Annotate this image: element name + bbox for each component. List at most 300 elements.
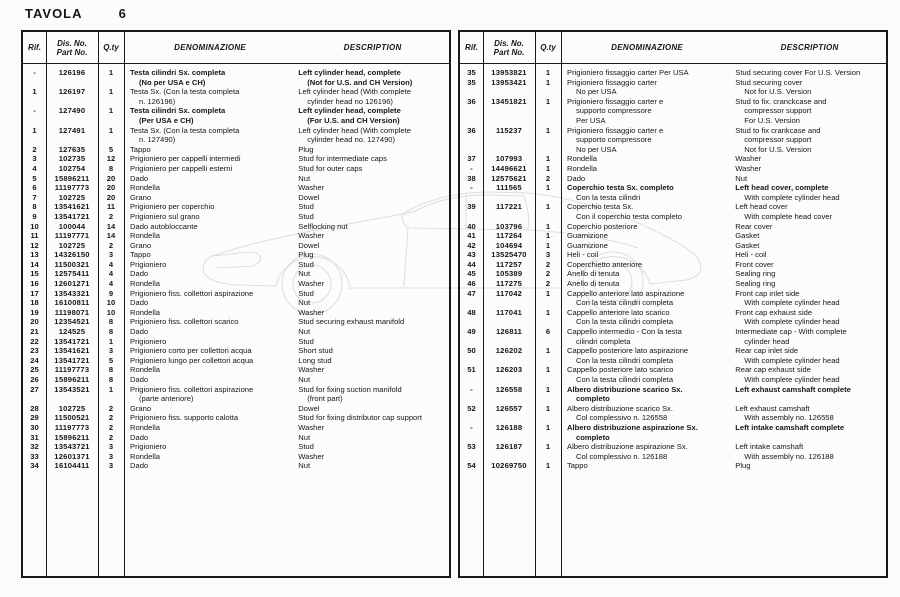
description-cell-line: Nut (298, 298, 311, 308)
denominazione-cell (561, 68, 733, 78)
part-number-cell: 104694 (495, 240, 523, 250)
denominazione-cell-line: Prigioniero per cappelli intermedi (130, 154, 241, 164)
ref-cell: 52 (467, 403, 476, 413)
text-cell (561, 461, 886, 471)
text-cell (124, 193, 449, 203)
denominazione-cell-line: Prigioniero corto per collettori acqua (130, 346, 252, 356)
denominazione-cell (561, 154, 733, 164)
denominazione-cell-line: Per USA (576, 115, 606, 125)
part-number-cell: 11197771 (54, 231, 90, 241)
part-number-cell: 13543321 (54, 288, 90, 298)
quantity-cell: 12 (106, 154, 116, 164)
ref-cell: 40 (467, 221, 476, 231)
quantity-cell: 20 (106, 183, 116, 193)
table-row (460, 241, 886, 251)
text-cell (124, 145, 449, 155)
description-cell (733, 250, 886, 260)
description-cell (296, 164, 449, 174)
part-number-cell: 11197773 (54, 422, 90, 432)
table-body (23, 64, 449, 471)
quantity-cell: 3 (108, 451, 114, 461)
denominazione-cell-line: Rondella (130, 422, 160, 432)
denominazione-cell-line: Prigioniero per cappelli esterni (130, 163, 233, 173)
part-number-cell: 16100811 (54, 298, 90, 308)
denominazione-cell (561, 423, 733, 442)
denominazione-cell (561, 289, 733, 308)
part-number-cell: 117042 (495, 288, 523, 298)
denominazione-cell-line: Coperchio testa Sx. completo (567, 183, 674, 193)
quantity-cell: 1 (108, 384, 114, 394)
ref-cell: 13 (30, 250, 39, 260)
denominazione-cell (124, 183, 296, 193)
ref-cell: 50 (467, 346, 476, 356)
text-cell (124, 222, 449, 232)
description-cell-line: Washer (735, 163, 762, 173)
denominazione-cell (124, 269, 296, 279)
description-cell-line: Stud to fix. cranckcase and (735, 96, 827, 106)
part-number-cell: 15896211 (54, 375, 90, 384)
part-number-cell: 126202 (495, 346, 523, 356)
table-row (23, 68, 449, 87)
description-cell (296, 298, 449, 308)
description-cell-line: Nut (298, 432, 311, 442)
table-header-row (23, 32, 449, 64)
denominazione-cell-line: Prigioniero fissaggio carter e (567, 96, 664, 106)
quantity-cell: 8 (108, 327, 114, 337)
ref-cell: 9 (32, 211, 37, 221)
denominazione-cell-line: Col complessivo n. 126188 (576, 451, 668, 461)
denominazione-cell (561, 174, 733, 184)
part-number-cell: 11500321 (54, 259, 90, 269)
denominazione-cell-line: Guarnizione (567, 240, 608, 250)
ref-cell: 39 (467, 202, 476, 212)
description-cell (296, 222, 449, 232)
table-row (460, 126, 886, 155)
part-number-cell: 126196 (58, 68, 86, 77)
text-cell (124, 68, 449, 87)
denominazione-cell-line: No per USA (576, 144, 617, 154)
part-number-cell: 117275 (495, 279, 523, 289)
description-cell-line: Sealing ring (735, 279, 776, 289)
table-row (460, 174, 886, 184)
header-description: DESCRIPTION (780, 43, 839, 52)
denominazione-cell-line: Prigioniero per coperchio (130, 202, 215, 212)
table-row (23, 289, 449, 299)
description-cell (733, 260, 886, 270)
quantity-cell: 1 (545, 461, 551, 471)
denominazione-cell (124, 154, 296, 164)
quantity-cell: 8 (108, 163, 114, 173)
text-cell (124, 452, 449, 462)
description-cell-line: Stud for fixing distributor cap support (298, 413, 422, 423)
column-divider (483, 32, 484, 576)
denominazione-cell (124, 250, 296, 260)
denominazione-cell (124, 68, 296, 87)
description-cell-line: Gasket (735, 231, 760, 241)
part-number-cell: 13541621 (54, 202, 90, 212)
ref-cell: 36 (467, 125, 476, 135)
description-cell (733, 423, 886, 442)
denominazione-cell-line: Testa Sx. (Con la testa completa (130, 125, 240, 135)
denominazione-cell-line: Prigioniero fissaggio carter (567, 77, 657, 87)
description-cell (733, 279, 886, 289)
column-divider (46, 32, 47, 576)
quantity-cell: 10 (106, 307, 116, 317)
denominazione-cell (561, 241, 733, 251)
denominazione-cell-line: Dado (130, 432, 149, 442)
table-row (460, 222, 886, 232)
description-cell (733, 183, 886, 202)
denominazione-cell-line: Testa Sx. (Con la testa completa (130, 87, 240, 97)
description-cell (296, 231, 449, 241)
quantity-cell: 1 (545, 240, 551, 250)
denominazione-cell (561, 279, 733, 289)
text-cell (124, 241, 449, 251)
description-cell (296, 461, 449, 471)
ref-cell: 6 (32, 183, 37, 193)
text-cell (124, 212, 449, 222)
text-cell (124, 308, 449, 318)
table-row (23, 106, 449, 125)
denominazione-cell (124, 433, 296, 443)
part-number-cell: 107993 (495, 154, 523, 164)
description-cell-line: Stud to fix crankcase and (735, 125, 821, 135)
part-number-cell: 11197773 (54, 365, 90, 375)
table-row (23, 452, 449, 462)
quantity-cell: 1 (545, 96, 551, 106)
description-cell-line: Sealing ring (735, 269, 776, 279)
part-number-cell: 102754 (58, 163, 86, 173)
description-cell (296, 145, 449, 155)
denominazione-cell (124, 87, 296, 106)
denominazione-cell (124, 164, 296, 174)
table-row (23, 423, 449, 433)
description-cell-line: Nut (298, 375, 311, 384)
description-cell (296, 193, 449, 203)
denominazione-cell-line: Albero distribuzione scarico Sx. (567, 384, 683, 394)
denominazione-cell-line: Prigioniero lungo per collettori acqua (130, 355, 254, 365)
description-cell (733, 68, 886, 78)
denominazione-cell (124, 174, 296, 184)
ref-cell: 3 (32, 154, 37, 164)
ref-cell: 19 (30, 307, 39, 317)
denominazione-cell (561, 126, 733, 155)
ref-cell: 32 (30, 442, 39, 452)
quantity-cell: 3 (108, 442, 114, 452)
denominazione-cell-line: Prigioniero fiss. collettori scarico (130, 317, 239, 327)
part-number-cell: 126557 (495, 403, 523, 413)
part-number-cell: 102725 (58, 240, 86, 250)
denominazione-cell-line: Rondella (567, 163, 597, 173)
description-cell-line: Stud (298, 288, 314, 298)
description-cell (296, 126, 449, 145)
header-part-no: Dis. No. Part No. (493, 38, 525, 57)
description-cell-line: Left cylinder head, complete (298, 68, 401, 77)
denominazione-cell (124, 423, 296, 433)
part-number-cell: 12601271 (54, 279, 90, 289)
table-row (23, 250, 449, 260)
denominazione-cell-line: Con la testa cilindri completa (576, 298, 674, 308)
table-row (23, 433, 449, 443)
description-cell (296, 423, 449, 433)
description-cell-line: For U.S. Version (744, 115, 800, 125)
quantity-cell: 4 (108, 279, 114, 289)
denominazione-cell (561, 164, 733, 174)
description-cell-line: Washer (298, 365, 325, 375)
ref-cell: 15 (30, 269, 39, 279)
part-number-cell: 102735 (58, 154, 86, 164)
description-cell-line: Left cylinder head, complete (298, 106, 401, 116)
denominazione-cell-line: n. 127490) (139, 135, 176, 145)
text-cell (124, 298, 449, 308)
quantity-cell: 1 (545, 422, 551, 432)
description-cell (296, 68, 449, 87)
text-cell (561, 365, 886, 384)
ref-cell: 10 (30, 221, 39, 231)
ref-cell: 35 (467, 68, 476, 77)
description-cell (733, 461, 886, 471)
description-cell-line: cylinder head no 126196) (307, 96, 393, 106)
text-cell (561, 404, 886, 423)
denominazione-cell-line: Cappello anteriore lato scarico (567, 307, 670, 317)
description-cell-line: Stud (298, 336, 314, 346)
denominazione-cell-line: Con la testa cilindri completa (576, 317, 674, 327)
description-cell-line: With assembly no. 126558 (744, 413, 834, 423)
text-cell (124, 365, 449, 375)
denominazione-cell-line: Prigioniero (130, 442, 167, 452)
denominazione-cell-line: Con il coperchio testa completo (576, 211, 682, 221)
description-cell-line: Rear cap inlet side (735, 346, 799, 356)
denominazione-cell (124, 193, 296, 203)
part-number-cell: 111565 (496, 183, 522, 193)
denominazione-cell-line: Testa cilindri Sx. completa (130, 68, 226, 77)
denominazione-cell-line: Grano (130, 240, 152, 250)
text-cell (561, 126, 886, 155)
table-row (460, 68, 886, 78)
denominazione-cell (124, 385, 296, 404)
description-cell-line: compressor support (744, 106, 812, 116)
ref-cell: 31 (30, 432, 39, 442)
description-cell-line: Left cylinder head (With complete (298, 125, 411, 135)
text-cell (561, 327, 886, 346)
description-cell-line: (Not for U.S. and CH Version) (307, 77, 413, 87)
table-row (460, 404, 886, 423)
quantity-cell: 3 (108, 461, 114, 471)
text-cell (561, 423, 886, 442)
part-number-cell: 126188 (495, 422, 523, 432)
description-cell-line: Nut (298, 269, 311, 279)
description-cell (296, 385, 449, 404)
description-cell (296, 375, 449, 385)
table-row (23, 327, 449, 337)
text-cell (124, 269, 449, 279)
text-cell (561, 183, 886, 202)
description-cell-line: Washer (298, 307, 325, 317)
quantity-cell: 1 (108, 336, 114, 346)
ref-cell: 12 (30, 240, 39, 250)
table-row (23, 231, 449, 241)
quantity-cell: 1 (545, 221, 551, 231)
description-cell-line: Dowel (298, 192, 320, 202)
denominazione-cell (124, 202, 296, 212)
column-divider (535, 32, 536, 576)
description-cell (733, 126, 886, 155)
ref-cell: 18 (30, 298, 39, 308)
text-cell (124, 126, 449, 145)
part-number-cell: 10269750 (491, 461, 527, 471)
table-row (460, 250, 886, 260)
denominazione-cell (124, 375, 296, 385)
ref-cell: 17 (30, 288, 39, 298)
quantity-cell: 1 (545, 384, 551, 394)
denominazione-cell (124, 442, 296, 452)
text-cell (561, 68, 886, 78)
table-row (23, 126, 449, 145)
description-cell-line: (For U.S. and CH Version) (307, 115, 400, 125)
ref-cell: 29 (30, 413, 39, 423)
denominazione-cell-line: Cappello anteriore lato aspirazione (567, 288, 685, 298)
description-cell (296, 308, 449, 318)
description-cell-line: Left intake camshaft complete (735, 422, 845, 432)
table-row (460, 327, 886, 346)
header-rif: Rif. (465, 43, 478, 52)
denominazione-cell-line: Guarnizione (567, 231, 608, 241)
denominazione-cell-line: Heli - coil (567, 250, 599, 260)
ref-cell: 23 (30, 346, 39, 356)
ref-cell: 22 (30, 336, 39, 346)
ref-cell: 35 (467, 77, 476, 87)
description-cell-line: Stud securing exhaust manifold (298, 317, 405, 327)
ref-cell: - (33, 106, 36, 116)
denominazione-cell-line: Testa cilindri Sx. completa (130, 106, 226, 116)
denominazione-cell-line: Prigioniero fissaggio carter e (567, 125, 664, 135)
description-cell (296, 87, 449, 106)
denominazione-cell-line: completo (576, 432, 610, 442)
description-cell (296, 317, 449, 327)
denominazione-cell-line: Albero distribuzione aspirazione Sx. (567, 422, 698, 432)
denominazione-cell (561, 222, 733, 232)
column-divider (124, 32, 125, 576)
quantity-cell: 1 (545, 154, 551, 164)
description-cell (296, 433, 449, 443)
part-number-cell: 12601371 (54, 451, 90, 461)
denominazione-cell-line: Albero distribuzione aspirazione Sx. (567, 442, 688, 452)
text-cell (561, 202, 886, 221)
quantity-cell: 5 (108, 144, 114, 154)
text-cell (124, 174, 449, 184)
description-cell (296, 202, 449, 212)
quantity-cell: 14 (106, 231, 116, 241)
denominazione-cell-line: Tappo (567, 461, 588, 471)
header-text-group (561, 32, 886, 63)
table-row (460, 231, 886, 241)
column-divider (561, 32, 562, 576)
description-cell-line: With assembly no. 126188 (744, 451, 834, 461)
header-denominazione: DENOMINAZIONE (611, 43, 684, 52)
ref-cell: 26 (30, 375, 39, 384)
description-cell-line: Selflocking nut (298, 221, 348, 231)
part-number-cell: 102725 (58, 192, 86, 202)
denominazione-cell (124, 145, 296, 155)
description-cell (296, 289, 449, 299)
description-cell-line: Left head cover (735, 202, 788, 212)
description-cell-line: Stud for intermediate caps (298, 154, 387, 164)
part-number-cell: 13451821 (491, 96, 527, 106)
ref-cell: 37 (467, 154, 476, 164)
denominazione-cell-line: supporto compressore (576, 135, 652, 145)
description-cell (733, 289, 886, 308)
description-cell-line: With complete head cover (744, 211, 833, 221)
denominazione-cell-line: Dado (130, 269, 149, 279)
quantity-cell: 1 (545, 307, 551, 317)
denominazione-cell-line: Con la testa cilindri completa (576, 375, 674, 384)
table-row (460, 279, 886, 289)
quantity-cell: 8 (108, 365, 114, 375)
description-cell-line: Nut (298, 461, 311, 471)
description-cell (296, 279, 449, 289)
denominazione-cell-line: Prigioniero (130, 336, 167, 346)
quantity-cell: 5 (108, 355, 114, 365)
denominazione-cell (124, 337, 296, 347)
quantity-cell: 1 (545, 163, 551, 173)
part-number-cell: 126197 (58, 87, 86, 97)
description-cell (296, 346, 449, 356)
quantity-cell: 1 (545, 77, 551, 87)
part-number-cell: 13953821 (491, 68, 527, 77)
table-row (23, 269, 449, 279)
denominazione-cell-line: (No per USA e CH) (139, 77, 206, 87)
description-cell-line: Stud securing cover For U.S. Version (735, 68, 861, 77)
table-row (23, 346, 449, 356)
text-cell (124, 385, 449, 404)
quantity-cell: 2 (108, 211, 114, 221)
quantity-cell: 3 (108, 250, 114, 260)
part-number-cell: 100044 (58, 221, 86, 231)
text-cell (124, 442, 449, 452)
description-cell-line: Not for U.S. Version (744, 87, 812, 97)
description-cell-line: Left head cover, complete (735, 183, 829, 193)
text-cell (561, 269, 886, 279)
ref-cell: 48 (467, 307, 476, 317)
description-cell (296, 337, 449, 347)
denominazione-cell-line: Dado (130, 173, 149, 183)
table-row (23, 202, 449, 212)
denominazione-cell (561, 461, 733, 471)
ref-cell: 21 (30, 327, 39, 337)
denominazione-cell-line: Grano (130, 192, 152, 202)
denominazione-cell (124, 346, 296, 356)
description-cell-line: Stud (298, 259, 314, 269)
quantity-cell: 14 (106, 221, 116, 231)
quantity-cell: 11 (106, 202, 116, 212)
table-row (23, 154, 449, 164)
table-row (460, 260, 886, 270)
ref-cell: - (470, 384, 473, 394)
denominazione-cell (124, 308, 296, 318)
denominazione-cell-line: Rondella (567, 154, 597, 164)
table-row (23, 298, 449, 308)
denominazione-cell (124, 279, 296, 289)
description-cell (296, 260, 449, 270)
part-number-cell: 13543721 (54, 442, 90, 452)
description-cell (733, 404, 886, 423)
quantity-cell: 2 (545, 269, 551, 279)
table-row (23, 145, 449, 155)
text-cell (561, 97, 886, 126)
description-cell (733, 154, 886, 164)
text-cell (124, 337, 449, 347)
description-cell (296, 241, 449, 251)
